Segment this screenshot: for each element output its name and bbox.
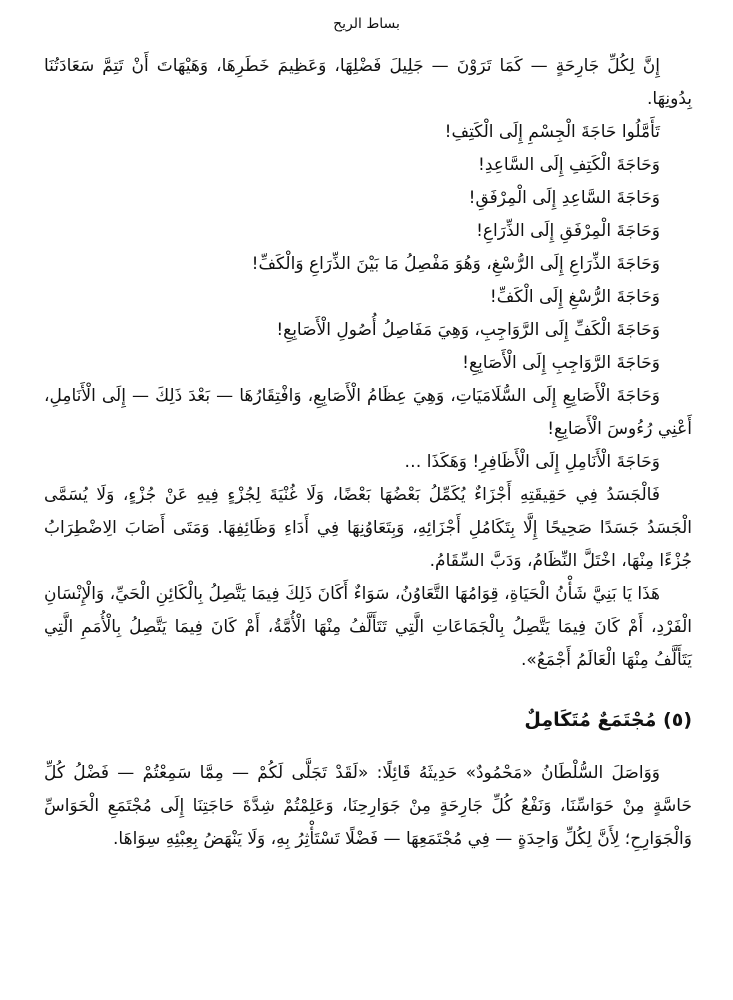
need-line-7: وَحَاجَةَ الْكَفِّ إِلَى الرَّوَاجِبِ، وَهِيَ مَفَاصِلُ أُصُولِ الْأَصَابِعِ!: [276, 320, 660, 340]
need-line-8: وَحَاجَةَ الرَّوَاجِبِ إِلَى الْأَصَابِعِ!: [462, 353, 660, 373]
nails-line: وَحَاجَةَ الْأَنَامِلِ إِلَى الْأَظَافِرِ! وَهَكَذَا …: [404, 452, 660, 472]
page-body: [44, 50, 692, 856]
sultan-paragraph: وَوَاصَلَ السُّلْطَانُ «مَحْمُودٌ» حَدِيثَهُ قَائِلًا: «لَقَدْ تَجَلَّى لَكُمْ — مِمَّا سَمِعْتُمْ — فَضْلُ كُلِّ حَاسَّةٍ مِنْ حَوَاسِّنَا، وَنَفْعُ كُلِّ جَارِحَةٍ مِنْ جَوَارِحِنَا، وَعَلِمْتُمْ شِدَّةَ حَاجَتِنَا إِلَى مُجْتَمَعِ الْحَوَاسِّ وَالْجَوَارِحِ؛ لِأَنَّ لِكُلِّ وَاحِدَةٍ — فِي مُجْتَمَعِهَا — فَضْلًا تَسْتَأْثِرُ بِهِ، وَلَا يَنْهَضُ بِعِبْئِهِ سِوَاهَا.: [44, 763, 692, 849]
fingers-paragraph: وَحَاجَةَ الْأَصَابِعِ إِلَى السُّلَامَيَاتِ، وَهِيَ عِظَامُ الْأَصَابِعِ، وَافْتِقَارُهَا — بَعْدَ ذَلِكَ — إِلَى الْأَنَامِلِ، أَعْنِي رُءُوسَ الْأَصَابِعِ!: [44, 386, 692, 439]
need-line-3: وَحَاجَةَ السَّاعِدِ إِلَى الْمِرْفَقِ!: [468, 188, 660, 208]
running-header: بساط الريح: [333, 16, 400, 32]
life-paragraph: هَذَا يَا بَنِيَّ شَأْنُ الْحَيَاةِ، قِوَامُهَا التَّعَاوُنُ، سَوَاءٌ أَكَانَ ذَلِكَ فِيمَا يَتَّصِلُ بِالْكَائِنِ الْحَيِّ، وَالْإِنْسَانِ الْفَرْدِ، أَمْ كَانَ فِيمَا يَتَّصِلُ بِالْجَمَاعَاتِ الَّتِي تَتَأَلَّفُ مِنْهَا الْأُمَّةُ، أَمْ كَانَ فِيمَا يَتَّصِلُ بِالْأُمَمِ الَّتِي يَتَأَلَّفُ مِنْهَا الْعَالَمُ أَجْمَعُ».: [44, 584, 692, 670]
intro-paragraph: إِنَّ لِكُلِّ جَارِحَةٍ — كَمَا تَرَوْنَ — جَلِيلَ فَضْلِهَا، وَعَظِيمَ خَطَرِهَا، وَهَيْهَاتَ أَنْ تَتِمَّ سَعَادَتُنَا بِدُونِهَا.: [44, 56, 692, 109]
need-line-2: وَحَاجَةَ الْكَتِفِ إِلَى السَّاعِدِ!: [478, 155, 660, 175]
body-whole-paragraph: فَالْجَسَدُ فِي حَقِيقَتِهِ أَجْزَاءٌ يُكَمِّلُ بَعْضُهَا بَعْضًا، وَلَا غُنْيَةَ لِجُزْءٍ فِيهِ عَنْ جُزْءٍ، وَلَا يُسَمَّى الْجَسَدُ جَسَدًا صَحِيحًا إِلَّا بِتَكَامُلِ أَجْزَائِهِ، وَبِتَعَاوُنِهَا فِي أَدَاءِ وَظَائِفِهَا. وَمَتَى أَصَابَ الِاضْطِرَابُ جُزْءًا مِنْهَا، اخْتَلَّ النِّظَامُ، وَدَبَّ السِّقَامُ.: [44, 485, 692, 571]
need-line-5: وَحَاجَةَ الذِّرَاعِ إِلَى الرُّسْغِ، وَهُوَ مَفْصِلُ مَا بَيْنَ الذِّرَاعِ وَالْكَفِّ!: [251, 254, 660, 274]
need-line-6: وَحَاجَةَ الرُّسْغِ إِلَى الْكَفِّ!: [489, 287, 660, 307]
need-line-4: وَحَاجَةَ الْمِرْفَقِ إِلَى الذِّرَاعِ!: [476, 221, 660, 241]
section-heading: (٥) مُجْتَمَعٌ مُتَكَامِلٌ: [524, 709, 692, 731]
need-line-1: تَأَمَّلُوا حَاجَةَ الْجِسْمِ إِلَى الْكَتِفِ!: [444, 122, 660, 142]
